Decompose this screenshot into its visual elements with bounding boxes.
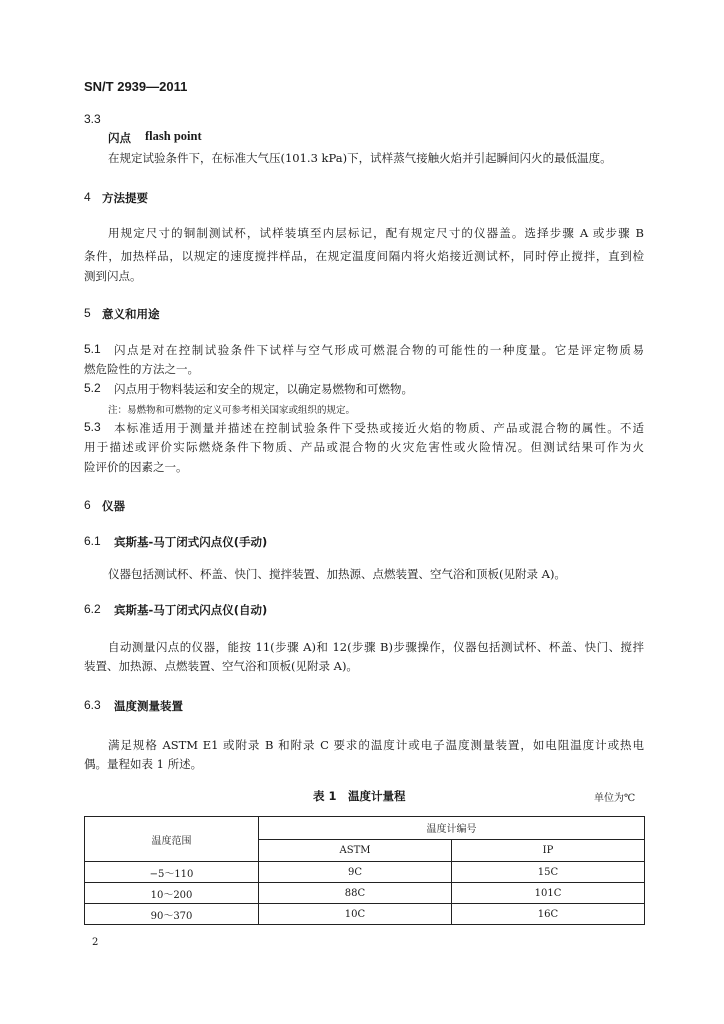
clause-6-1-text: 仪器包括测试杯、杯盖、快门、搅拌装置、加热源、点燃装置、空气浴和顶板(见附录 A)。 [108,567,566,581]
cell-range: 10～200 [85,883,259,904]
table-row [85,904,645,925]
cell-ip: 16C [452,904,645,925]
clause-5-3-number: 5.3 [84,420,101,434]
term-chinese: 闪点 [108,131,131,145]
section-4-line-3: 测到闪点。 [84,269,142,283]
clause-5-2-number: 5.2 [84,381,101,395]
term-definition: 在规定试验条件下，在标准大气压(101.3 kPa)下，试样蒸气接触火焰并引起瞬间闪火的最低温度。 [108,151,612,165]
table-caption: 表 1 温度计量程 [313,789,406,803]
cell-astm: 10C [259,904,452,925]
cell-range: 90～370 [85,904,259,925]
header-thermometer-number: 温度计编号 [259,817,645,840]
section-5-number: 5 [84,306,91,320]
clause-5-3-line-1: 本标准适用于测量并描述在控制试验条件下受热或接近火焰的物质、产品或混合物的属性。不适 [114,421,644,435]
section-6-title: 仪器 [102,499,125,513]
cell-ip: 101C [452,883,645,904]
clause-6-2-line-2: 装置、加热源、点燃装置、空气浴和顶板(见附录 A)。 [84,659,358,673]
clause-5-3-line-3: 险评价的因素之一。 [84,460,188,474]
clause-6-3-line-1: 满足规格 ASTM E1 或附录 B 和附录 C 要求的温度计或电子温度测量装置，如电阻温度计或热电 [108,738,644,752]
page-number: 2 [92,937,99,948]
cell-ip: 15C [452,862,645,883]
section-4-number: 4 [84,190,91,204]
table-row [85,862,645,883]
clause-6-1-number: 6.1 [84,534,101,548]
clause-6-1-title: 宾斯基-马丁闭式闪点仪(手动) [114,535,268,549]
clause-6-2-number: 6.2 [84,602,101,616]
section-4-line-2: 条件，加热样品，以规定的速度搅拌样品，在规定温度间隔内将火焰接近测试杯，同时停止搅拌，直到检 [84,249,644,263]
clause-3-3-number: 3.3 [84,112,101,126]
section-6-number: 6 [84,498,91,512]
note-text: 注：易燃物和可燃物的定义可参考相关国家或组织的规定。 [108,405,356,416]
section-5-title: 意义和用途 [102,307,160,321]
term-english: flash point [145,129,202,143]
header-ip: IP [452,839,645,862]
clause-5-1-number: 5.1 [84,342,101,356]
clause-5-3-line-2: 用于描述或评价实际燃烧条件下物质、产品或混合物的火灾危害性或火险情况。但测试结果可作为火 [84,440,644,454]
clause-6-3-line-2: 偶。量程如表 1 所述。 [84,757,203,771]
cell-astm: 9C [259,862,452,883]
clause-6-2-line-1: 自动测量闪点的仪器，能按 11(步骤 A)和 12(步骤 B)步骤操作，仪器包括测试杯、杯盖、快门、搅拌 [108,640,644,654]
cell-range: −5～110 [85,862,259,883]
clause-5-1-line-1: 闪点是对在控制试验条件下试样与空气形成可燃混合物的可能性的一种度量。它是评定物质易 [114,343,644,357]
header-astm: ASTM [259,839,452,862]
clause-6-3-number: 6.3 [84,698,101,712]
section-4-title: 方法提要 [102,191,148,205]
clause-6-3-title: 温度测量装置 [114,699,183,713]
clause-6-2-title: 宾斯基-马丁闭式闪点仪(自动) [114,603,268,617]
clause-5-1-line-2: 燃危险性的方法之一。 [84,362,199,376]
cell-astm: 88C [259,883,452,904]
header-temperature-range: 温度范围 [85,817,259,862]
table-unit: 单位为℃ [594,793,636,804]
thermometer-range-table [84,816,645,925]
clause-5-2-text: 闪点用于物料装运和安全的规定，以确定易燃物和可燃物。 [114,382,413,396]
table-row [85,883,645,904]
standard-code: SN/T 2939—2011 [84,79,188,94]
section-4-line-1: 用规定尺寸的铜制测试杯，试样装填至内层标记，配有规定尺寸的仪器盖。选择步骤 A 或步骤 B [108,226,644,240]
